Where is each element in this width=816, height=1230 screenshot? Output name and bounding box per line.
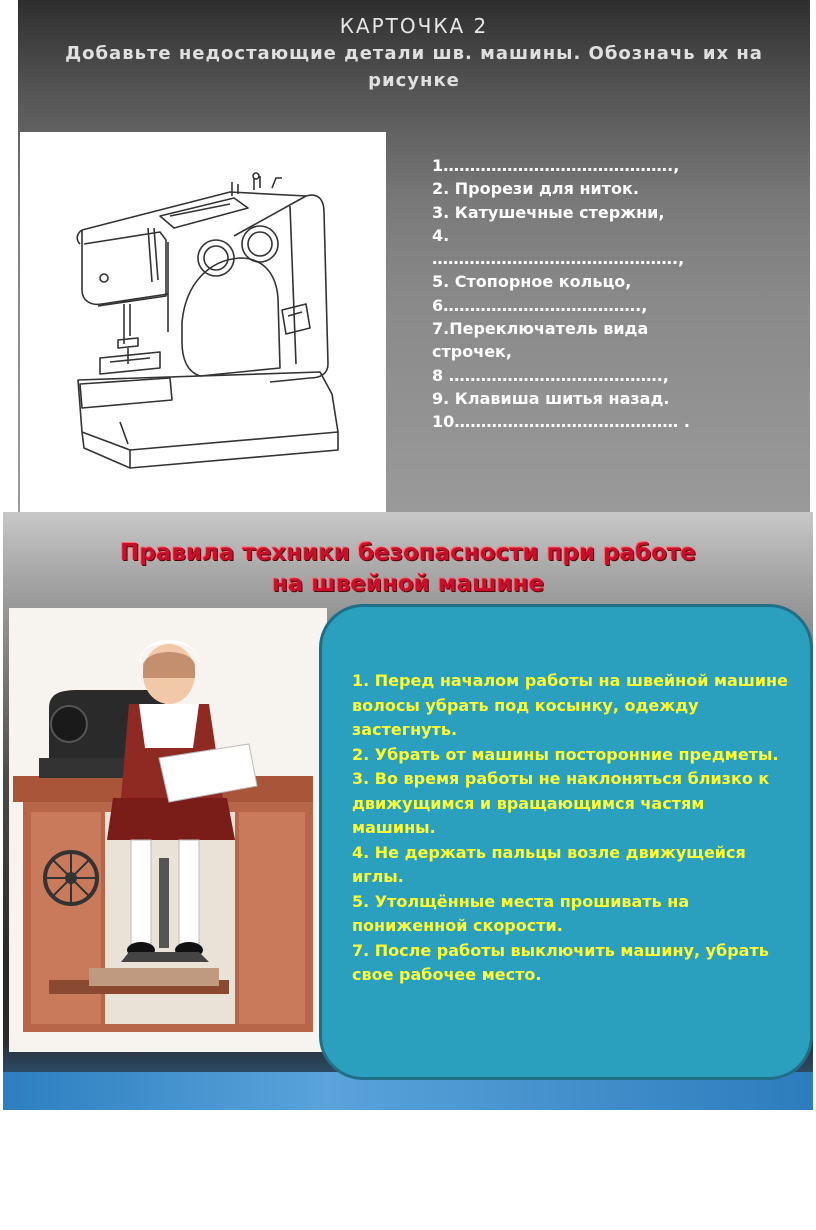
girl-sewing-illustration [9,608,327,1052]
rule-item: 5. Утолщённые места прошивать на пониженной скорости. [352,891,690,935]
parts-list-item: 6………………………………., [432,295,648,315]
safety-title-line: Правила техники безопасности при работе [120,540,696,566]
card-subtitle-line: Добавьте недостающие детали шв. машины. Обозначь их на [65,43,763,64]
parts-list-item: 8 …………………………………., [432,365,669,385]
parts-list-item: 2. Прорези для ниток. [432,179,639,199]
parts-list-item: строчек, [432,342,512,362]
parts-list-item: 1……………………………………., [432,156,680,175]
rule-item: 7. После работы выключить машину, убрать свое рабочее место. [352,940,769,984]
card-slide [18,0,810,512]
parts-list-item: 5. Стопорное кольцо, [432,272,632,292]
card-title: КАРТОЧКА 2 [339,14,489,38]
parts-list-item: 4. [432,225,450,245]
parts-list-item: ………………………………………., [432,249,685,269]
rule-item: 4. Не держать пальцы возле движущейся иглы. [352,842,746,886]
parts-list-item: 7.Переключатель вида [432,319,649,339]
rules-box [319,604,813,1080]
safety-slide [3,512,813,1110]
sewing-machine-icon [20,132,386,512]
parts-list-item: 3. Катушечные стержни, [432,202,665,222]
parts-list-item: 10…………………………………… . [432,412,690,432]
parts-list-item: 9. Клавиша шитья назад. [432,388,670,408]
safety-title-line: на швейной машине [271,571,545,597]
card-subtitle-line: рисунке [368,70,460,91]
sewing-machine-drawing [20,132,386,512]
parts-list [432,154,792,434]
rule-item: 2. Убрать от машины посторонние предметы. [352,744,779,764]
card-subtitle [24,40,804,94]
rule-item: 1. Перед началом работы на швейной машине волосы убрать под косынку, одежду застегнуть. [352,671,788,739]
safety-title [3,538,813,600]
rule-item: 3. Во время работы не наклоняться близко к движущимся и вращающимся частям машины. [352,769,770,837]
rules-list [352,669,792,988]
girl-at-sewing-machine-icon [9,608,327,1052]
